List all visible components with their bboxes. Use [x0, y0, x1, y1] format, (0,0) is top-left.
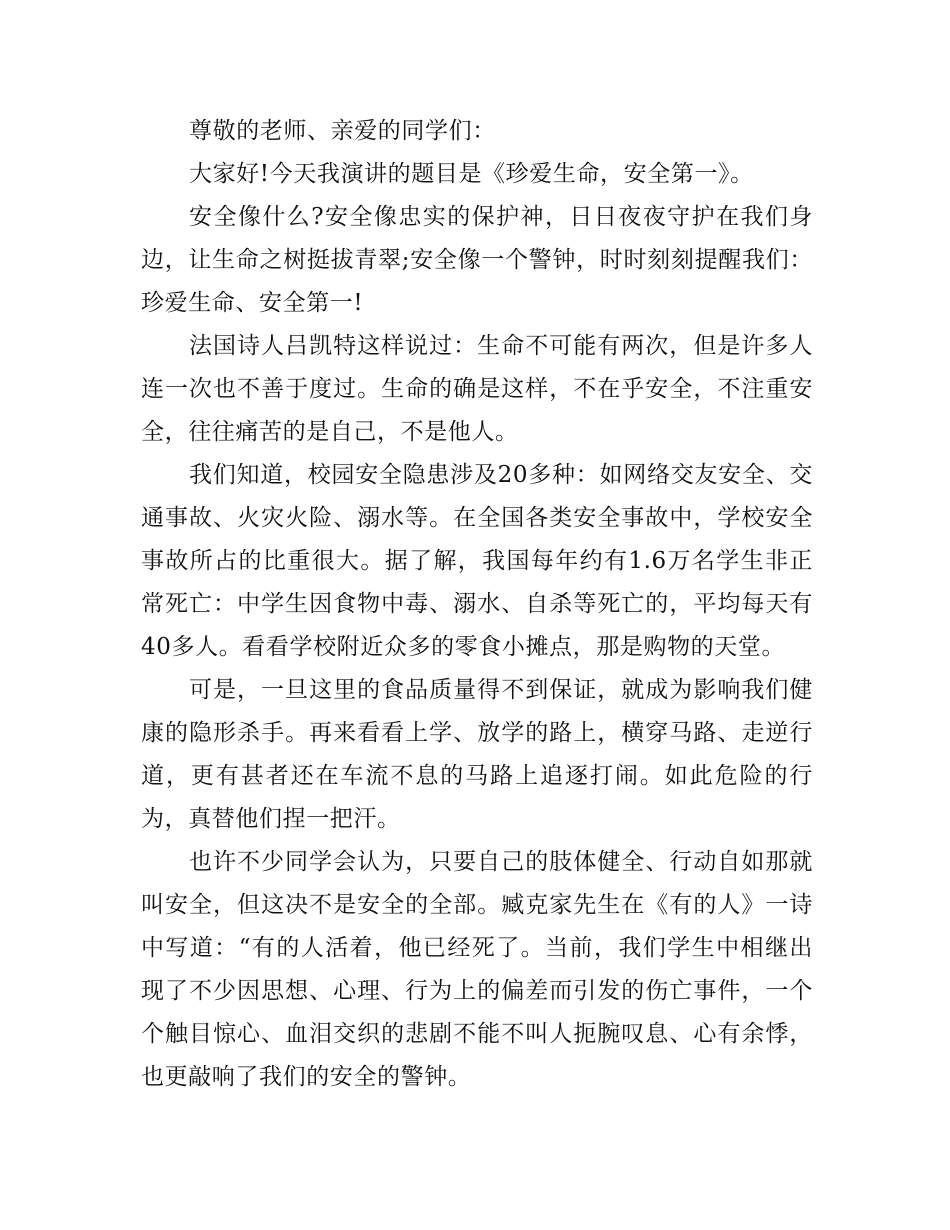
speech-body — [141, 110, 813, 1099]
speech-topic-paragraph: 大家好!今天我演讲的题目是《珍爱生命，安全第一》。 — [189, 161, 754, 187]
poet-quote-paragraph: 法国诗人吕凯特这样说过：生命不可能有两次，但是许多人连一次也不善于度过。生命的确是这样，不在乎安全，不注重安全，往往痛苦的是自己，不是他人。 — [141, 333, 813, 445]
mental-safety-paragraph: 也许不少同学会认为，只要自己的肢体健全、行动自如那就叫安全，但这决不是安全的全部。臧克家先生在《有的人》一诗中写道：“有的人活着，他已经死了。当前，我们学生中相继出现了不少因思想、心理、行为上的偏差而引发的伤亡事件，一个个触目惊心、血泪交织的悲剧不能不叫人扼腕叹息、心有余悸，也更敲响了我们的安全的警钟。 — [141, 849, 813, 1090]
campus-hazards-paragraph: 我们知道，校园安全隐患涉及20多种：如网络交友安全、交通事故、火灾火险、溺水等。在全国各类安全事故中，学校安全事故所占的比重很大。据了解，我国每年约有1.6万名学生非正常死亡：中学生因食物中毒、溺水、自杀等死亡的，平均每天有40多人。看看学校附近众多的零食小摊点，那是购物的天堂。 — [141, 462, 813, 660]
safety-metaphor-paragraph: 安全像什么?安全像忠实的保护神，日日夜夜守护在我们身边，让生命之树挺拔青翠;安全像一个警钟，时时刻刻提醒我们：珍爱生命、安全第一! — [141, 204, 813, 316]
salutation-paragraph: 尊敬的老师、亲爱的同学们： — [189, 118, 496, 144]
food-traffic-paragraph: 可是，一旦这里的食品质量得不到保证，就成为影响我们健康的隐形杀手。再来看看上学、放学的路上，横穿马路、走逆行道，更有甚者还在车流不息的马路上追逐打闹。如此危险的行为，真替他们捏一把汗。 — [141, 677, 813, 832]
